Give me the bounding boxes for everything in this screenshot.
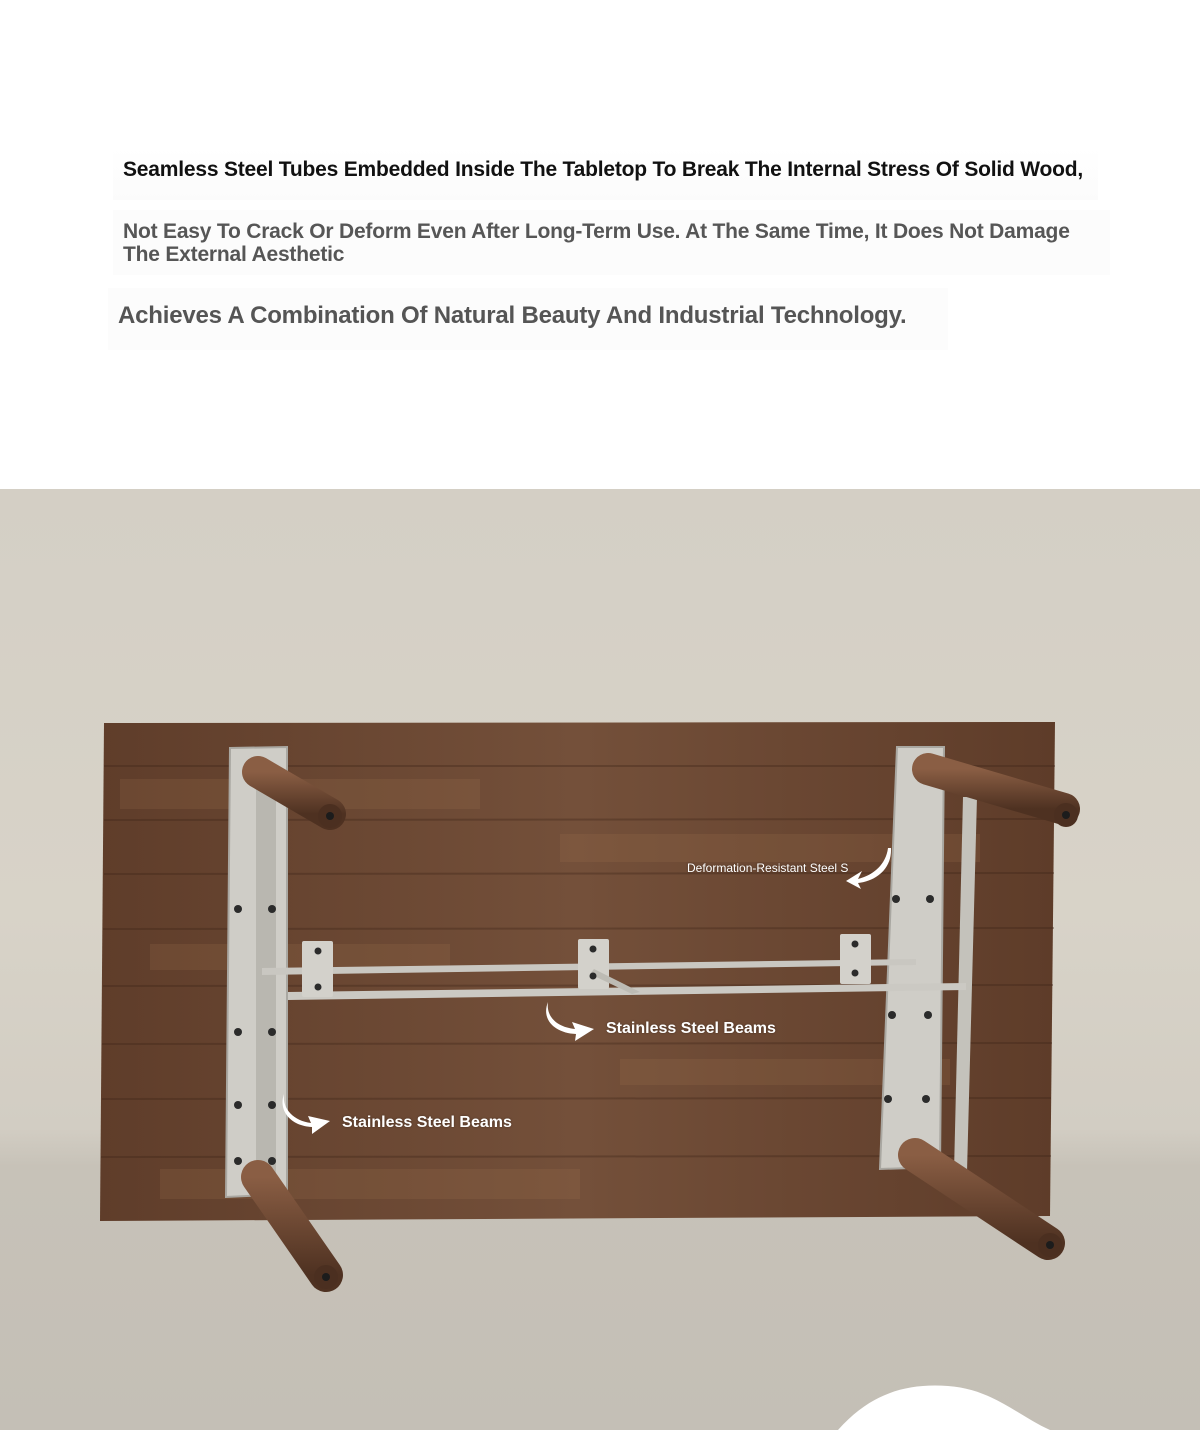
callout-beams-center: Stainless Steel Beams [606,1020,776,1037]
description-section [0,0,1200,489]
description-line-1: Seamless Steel Tubes Embedded Inside The Tabletop To Break The Internal Stress Of Solid Wood, [113,148,1098,200]
product-photo [0,489,1200,1430]
callout-beams-left: Stainless Steel Beams [342,1114,512,1131]
table-illustration [0,489,1200,1430]
callout-steel-support: Deformation-Resistant Steel S [687,861,849,875]
bottom-wave [838,1386,1050,1430]
description-line-2: Not Easy To Crack Or Deform Even After Long-Term Use. At The Same Time, It Does Not Damage The External Aesthetic [113,210,1110,275]
description-line-3: Achieves A Combination Of Natural Beauty And Industrial Technology. [108,288,948,350]
